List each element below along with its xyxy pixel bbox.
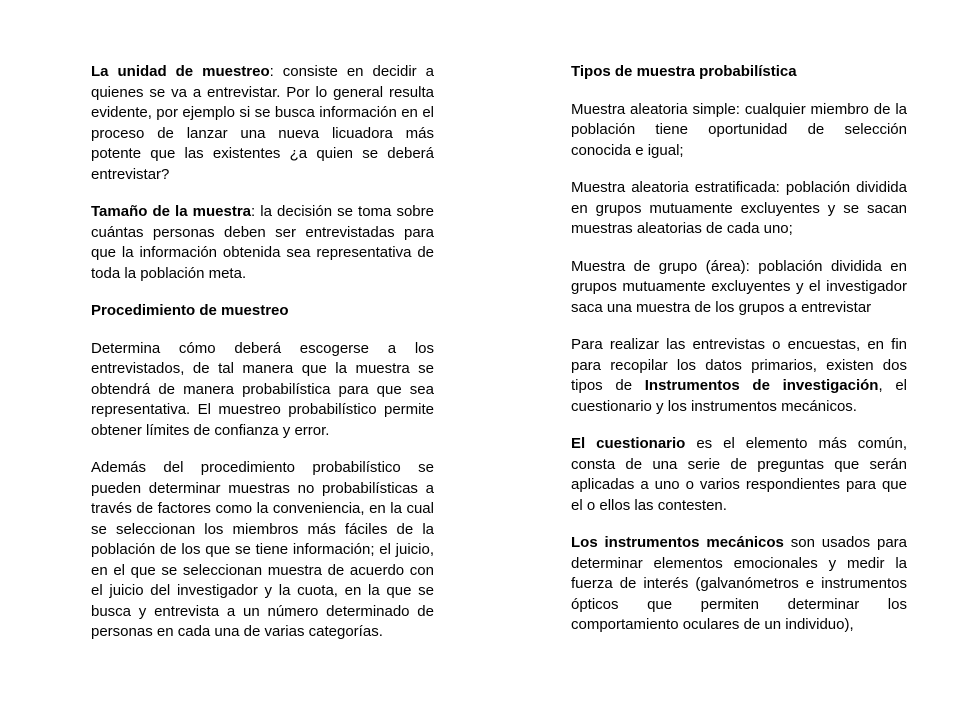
instruments-after: , el cuestionario y los instrumentos mecánicos. xyxy=(571,377,907,415)
questionnaire-paragraph xyxy=(571,434,907,516)
left-column xyxy=(91,62,434,660)
instruments-paragraph xyxy=(571,335,907,417)
questionnaire-term: El cuestionario xyxy=(571,435,686,452)
mechanical-instruments-text: son usados para determinar elementos emocionales y medir la fuerza de interés (galvanómetros e instrumentos ópticos que permiten determinar los comportamiento oculares de un individuo), xyxy=(571,534,907,633)
non-probabilistic-paragraph: Además del procedimiento probabilístico se pueden determinar muestras no probabilísticas a través de factores como la conveniencia, en la cual se seleccionan los miembros más fáciles de la población de los que se tiene información; el juicio, en el que se seleccionan muestra de acuerdo con el juicio del investigador y la cuota, en la que se busca y entrevista a un número determinado de personas en cada una de varias categorías. xyxy=(91,459,434,640)
instruments-before: Para realizar las entrevistas o encuestas, en fin para recopilar los datos primarios, existen dos tipos de xyxy=(571,336,907,394)
right-column xyxy=(571,62,907,653)
questionnaire-text: es el elemento más común, consta de una serie de preguntas que serán aplicadas a uno o varios respondientes para que el o ellos las contesten. xyxy=(571,435,907,514)
cluster-paragraph: Muestra de grupo (área): población dividida en grupos mutuamente excluyentes y el investigador saca una muestra de los grupos a entrevistar xyxy=(571,257,907,316)
sampling-procedure-heading: Procedimiento de muestreo xyxy=(91,302,289,319)
instruments-term: Instrumentos de investigación xyxy=(644,377,879,394)
sample-size-text: : la decisión se toma sobre cuántas personas deben ser entrevistadas para que la información obtenida sea representativa de toda la población meta. xyxy=(91,203,434,282)
sample-size-term: Tamaño de la muestra xyxy=(91,203,252,220)
simple-random-paragraph: Muestra aleatoria simple: cualquier miembro de la población tiene oportunidad de selección conocida e igual; xyxy=(571,100,907,159)
sampling-procedure-paragraph: Determina cómo deberá escogerse a los entrevistados, de tal manera que la muestra se obtendrá de manera probabilística para que sea representativa. El muestreo probabilístico permite obtener límites de confianza y error. xyxy=(91,339,434,439)
sampling-unit-text: : consiste en decidir a quienes se va a entrevistar. Por lo general resulta evidente, por ejemplo si se busca información en el proceso de lanzar una nueva licuadora más potente que las existentes ¿a quien se deberá entrevistar? xyxy=(91,63,435,183)
sampling-unit-paragraph xyxy=(91,62,434,185)
mechanical-instruments-term: Los instrumentos mecánicos xyxy=(571,534,784,551)
sample-size-paragraph xyxy=(91,202,434,284)
mechanical-instruments-paragraph xyxy=(571,533,907,636)
sample-types-heading: Tipos de muestra probabilística xyxy=(571,63,797,80)
stratified-paragraph: Muestra aleatoria estratificada: población dividida en grupos mutuamente excluyentes y se sacan muestras aleatorias de cada uno; xyxy=(571,179,907,237)
sampling-unit-term: La unidad de muestreo xyxy=(91,63,270,80)
